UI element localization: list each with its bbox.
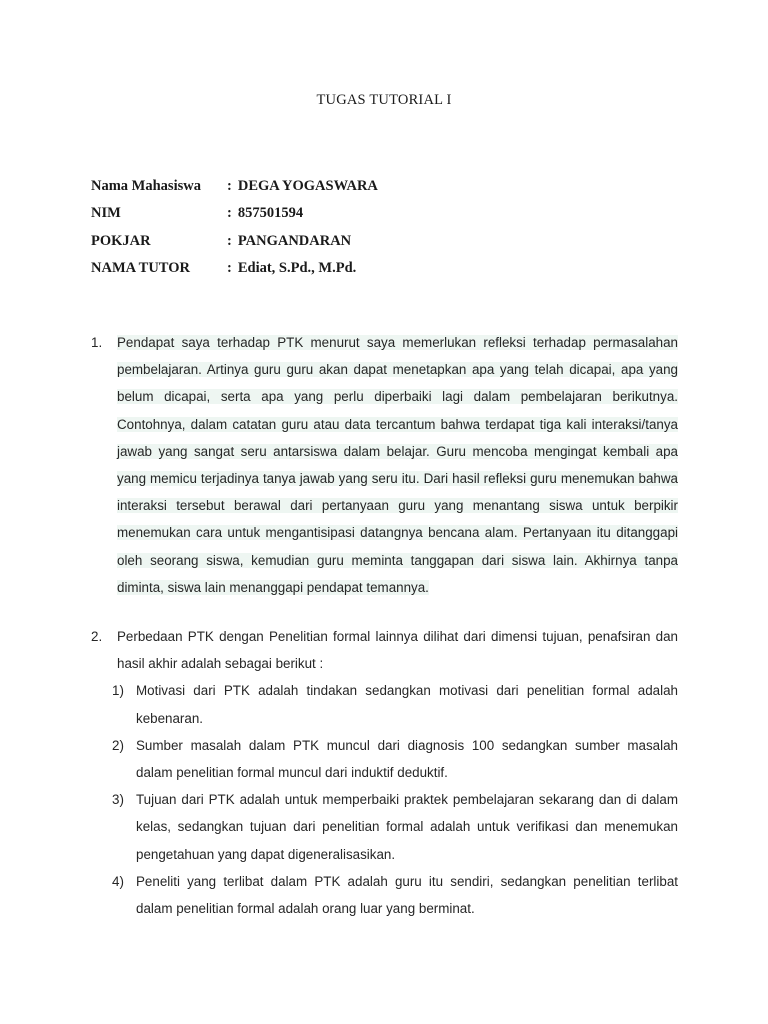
identity-separator: : xyxy=(227,178,232,195)
point-item xyxy=(91,677,678,731)
identity-value: DEGA YOGASWARA xyxy=(237,178,378,195)
identity-label: Nama Mahasiswa xyxy=(91,178,201,195)
point-item xyxy=(91,732,678,786)
identity-value: Ediat, S.Pd., M.Pd. xyxy=(237,260,357,277)
point-text: Tujuan dari PTK adalah untuk memperbaiki praktek pembelajaran sekarang dan di dalam kelas, sedangkan tujuan dari penelitian formal adalah untuk verifikasi dan menemukan pengetahuan yang dapat digeneralisasikan. xyxy=(136,792,678,862)
answer-paragraph xyxy=(117,329,678,601)
identity-separator: : xyxy=(227,205,232,222)
identity-label: NAMA TUTOR xyxy=(91,260,190,277)
identity-label: POKJAR xyxy=(91,232,151,249)
identity-row-nim xyxy=(91,200,378,227)
document-title: TUGAS TUTORIAL I xyxy=(316,92,452,108)
answer-number: 1. xyxy=(91,335,103,350)
identity-label: NIM xyxy=(91,205,121,222)
point-item xyxy=(91,786,678,868)
point-text: Sumber masalah dalam PTK muncul dari diagnosis 100 sedangkan sumber masalah dalam penelitian formal muncul dari induktif deduktif. xyxy=(136,737,678,781)
identity-row-pokjar xyxy=(91,228,378,255)
point-text: Motivasi dari PTK adalah tindakan sedangkan motivasi dari penelitian formal adalah kebenaran. xyxy=(136,683,678,726)
answer-text: Pendapat saya terhadap PTK menurut saya memerlukan refleksi terhadap permasalahan pembelajaran. Artinya guru guru akan dapat menetapkan apa yang telah dicapai, apa yang belum dicapai, serta apa yang perlu diperbaiki lagi dalam pembelajaran berikutnya. Contohnya, dalam catatan guru atau data tercantum bahwa terdapat tiga kali interaksi/tanya jawab yang sangat seru antarsiswa dalam belajar. Guru mencoba mengingat kembali apa yang memicu terjadinya tanya jawab yang seru itu. Dari hasil refleksi guru menemukan bahwa interaksi tersebut berawal dari pertanyaan guru yang menantang siswa untuk berpikir menemukan cara untuk mengantisipasi datangnya bencana alam. Pertanyaan itu ditanggapi oleh seorang siswa, kemudian guru meminta tanggapan dari siswa lain. Akhirnya tanpa diminta, siswa lain menanggapi pendapat temannya. xyxy=(117,335,678,595)
answer-number: 2. xyxy=(91,629,103,644)
identity-value: PANGANDARAN xyxy=(237,232,352,249)
answer-paragraph: Perbedaan PTK dengan Penelitian formal lainnya dilihat dari dimensi tujuan, penafsiran dan hasil akhir adalah sebagai berikut : xyxy=(117,629,678,672)
answer-list-1 xyxy=(91,329,678,601)
identity-row-name xyxy=(91,173,378,200)
identity-separator: : xyxy=(227,260,232,277)
answer-list-2 xyxy=(91,623,678,922)
identity-separator: : xyxy=(227,232,232,249)
point-number: 2) xyxy=(112,737,124,753)
point-text: Peneliti yang terlibat dalam PTK adalah guru itu sendiri, sedangkan penelitian terlibat dalam penelitian formal adalah orang luar yang berminat. xyxy=(136,873,678,917)
identity-row-tutor xyxy=(91,255,378,282)
answer-item-2 xyxy=(91,623,678,677)
difference-points xyxy=(91,677,678,922)
answer-item-1 xyxy=(91,329,678,601)
point-item xyxy=(91,868,678,922)
point-number: 1) xyxy=(112,683,124,699)
point-number: 4) xyxy=(112,873,124,889)
identity-block xyxy=(91,173,378,282)
point-number: 3) xyxy=(112,792,124,808)
identity-value: 857501594 xyxy=(237,205,304,222)
